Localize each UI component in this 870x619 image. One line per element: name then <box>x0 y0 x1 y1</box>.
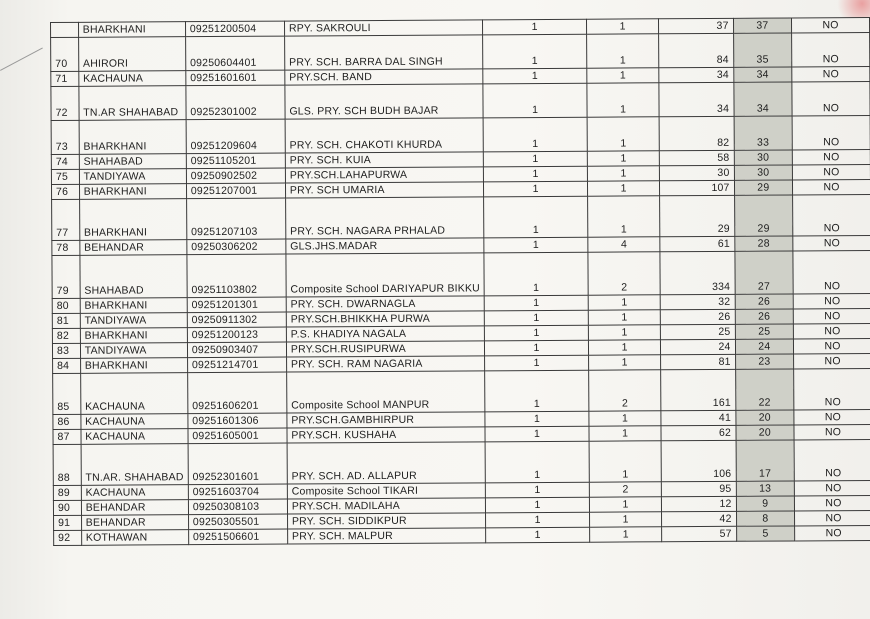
count-a-cell: 1 <box>484 237 588 253</box>
ratio-cell: 8 <box>736 511 795 526</box>
school-name-cell: PRY. SCH UMARIA <box>285 182 484 198</box>
serial-number-cell: 84 <box>53 358 81 373</box>
udise-code-cell: 09251601306 <box>188 413 287 429</box>
school-name-cell: PRY.SCH.BHIKKHA PURWA <box>286 311 485 327</box>
serial-number-cell: 72 <box>51 86 79 120</box>
udise-code-cell: 09250902502 <box>186 168 285 184</box>
enrollment-cell: 81 <box>661 354 735 369</box>
count-a-cell: 1 <box>485 355 589 371</box>
count-b-cell: 1 <box>586 34 659 68</box>
status-cell: NO <box>792 164 870 179</box>
table-row <box>53 439 870 485</box>
udise-code-cell: 09251606201 <box>187 372 286 414</box>
school-name-cell: Composite School MANPUR <box>287 371 486 413</box>
udise-code-cell: 09252301002 <box>186 85 285 120</box>
block-cell: BEHANDAR <box>80 240 187 256</box>
school-name-cell: Composite School TIKARI <box>287 483 486 499</box>
block-cell: KACHAUNA <box>80 373 187 415</box>
school-name-cell: PRY.SCH.RUSIPURWA <box>286 341 485 357</box>
enrollment-cell: 107 <box>660 180 734 195</box>
udise-code-cell: 09251201301 <box>187 297 286 313</box>
enrollment-cell: 42 <box>662 511 736 526</box>
ratio-cell: 5 <box>736 526 795 541</box>
status-cell: NO <box>793 323 870 338</box>
count-b-cell: 1 <box>589 512 662 527</box>
serial-number-cell: 90 <box>53 500 81 515</box>
school-name-cell: PRY. SCH. NAGARA PRHALAD <box>285 197 484 239</box>
udise-code-cell: 09251214701 <box>187 357 286 373</box>
status-cell: NO <box>792 17 870 32</box>
block-cell: BHARKHANI <box>80 358 187 374</box>
ratio-cell: 37 <box>733 18 792 33</box>
table-row <box>53 368 870 414</box>
count-a-cell: 1 <box>484 252 588 296</box>
count-a-cell: 1 <box>486 482 590 498</box>
status-cell: NO <box>794 439 870 480</box>
count-b-cell: 1 <box>588 295 661 310</box>
count-b-cell: 1 <box>587 181 660 196</box>
udise-code-cell: 09251103802 <box>187 254 286 298</box>
udise-code-cell: 09250911302 <box>187 312 286 328</box>
ratio-cell: 13 <box>736 481 795 496</box>
count-a-cell: 1 <box>485 426 589 442</box>
enrollment-cell: 12 <box>662 496 736 511</box>
udise-code-cell: 09251506601 <box>188 529 287 545</box>
school-name-cell: PRY.SCH. MADILAHA <box>287 498 486 514</box>
block-cell: KOTHAWAN <box>81 530 188 546</box>
serial-number-cell: 79 <box>52 255 80 298</box>
count-b-cell: 1 <box>589 497 662 512</box>
school-name-cell: PRY. SCH. BARRA DAL SINGH <box>284 35 483 70</box>
paper-stain <box>830 0 870 18</box>
count-b-cell: 1 <box>587 151 660 166</box>
status-cell: NO <box>792 149 870 164</box>
table-row <box>51 81 870 120</box>
serial-number-cell: 78 <box>52 240 80 255</box>
status-cell: NO <box>795 510 870 525</box>
status-cell: NO <box>793 293 870 308</box>
udise-code-cell: 09250903407 <box>187 342 286 358</box>
enrollment-cell: 24 <box>661 339 735 354</box>
block-cell: TANDIYAWA <box>80 313 187 329</box>
udise-code-cell: 09250306202 <box>187 239 286 255</box>
serial-number-cell: 85 <box>53 373 81 414</box>
status-cell: NO <box>794 368 870 409</box>
serial-number-cell: 81 <box>52 313 80 328</box>
enrollment-cell: 95 <box>662 481 736 496</box>
serial-number-cell <box>51 22 79 37</box>
udise-code-cell: 09250308103 <box>188 499 287 515</box>
count-a-cell: 1 <box>484 151 588 167</box>
block-cell: KACHAUNA <box>79 71 186 87</box>
block-cell: AHIRORI <box>78 37 185 72</box>
status-cell: NO <box>795 525 870 540</box>
enrollment-cell: 26 <box>661 309 735 324</box>
enrollment-cell: 34 <box>659 82 733 116</box>
status-cell: NO <box>793 179 870 194</box>
enrollment-cell: 58 <box>660 150 734 165</box>
enrollment-cell: 161 <box>661 369 735 410</box>
udise-code-cell: 09250604401 <box>185 36 284 71</box>
count-a-cell: 1 <box>485 411 589 427</box>
count-b-cell: 1 <box>588 340 661 355</box>
count-b-cell: 1 <box>588 310 661 325</box>
udise-code-cell: 09252301601 <box>188 443 287 485</box>
count-b-cell: 2 <box>589 482 662 497</box>
ratio-cell: 23 <box>735 354 794 369</box>
count-b-cell: 1 <box>589 441 662 482</box>
school-name-cell: GLS.JHS.MADAR <box>286 238 485 254</box>
ratio-cell: 30 <box>734 165 793 180</box>
count-a-cell: 1 <box>483 117 587 152</box>
status-cell: NO <box>794 409 870 424</box>
ratio-cell: 28 <box>734 236 793 251</box>
school-name-cell: GLS. PRY. SCH BUDH BAJAR <box>285 84 484 119</box>
status-cell: NO <box>794 480 870 495</box>
school-name-cell: Composite School DARIYAPUR BIKKU <box>286 253 485 297</box>
count-b-cell: 1 <box>589 426 662 441</box>
school-name-cell: PRY.SCH.GAMBHIRPUR <box>287 412 486 428</box>
count-b-cell: 2 <box>588 252 661 295</box>
school-name-cell: P.S. KHADIYA NAGALA <box>286 326 485 342</box>
count-a-cell: 1 <box>484 295 588 311</box>
ratio-cell: 26 <box>735 309 794 324</box>
school-name-cell: PRY. SCH. MALPUR <box>287 528 486 544</box>
block-cell: BHARKHANI <box>79 199 186 241</box>
enrollment-cell: 29 <box>660 195 734 236</box>
udise-code-cell: 09251601601 <box>186 70 285 86</box>
serial-number-cell: 75 <box>51 169 79 184</box>
ratio-cell: 30 <box>734 150 793 165</box>
count-b-cell: 1 <box>588 325 661 340</box>
enrollment-cell: 62 <box>661 425 735 440</box>
count-a-cell: 1 <box>486 497 590 513</box>
table-body <box>51 17 870 545</box>
serial-number-cell: 91 <box>54 515 82 530</box>
school-name-cell: PRY. SCH. AD. ALLAPUR <box>287 442 486 484</box>
block-cell: SHAHABAD <box>80 255 187 299</box>
count-a-cell: 1 <box>484 196 588 238</box>
block-cell: BHARKHANI <box>78 22 185 38</box>
ratio-cell: 20 <box>736 425 795 440</box>
count-a-cell: 1 <box>483 68 587 84</box>
udise-code-cell: 09250305501 <box>188 514 287 530</box>
count-b-cell: 2 <box>588 370 661 411</box>
block-cell: TANDIYAWA <box>79 169 186 185</box>
status-cell: NO <box>794 424 870 439</box>
enrollment-cell: 34 <box>659 67 733 82</box>
count-b-cell: 1 <box>587 68 660 83</box>
count-a-cell: 1 <box>483 34 587 69</box>
count-a-cell: 1 <box>485 441 589 483</box>
count-a-cell: 1 <box>485 370 589 412</box>
block-cell: KACHAUNA <box>81 485 188 501</box>
enrollment-cell: 61 <box>660 236 734 251</box>
enrollment-cell: 32 <box>661 294 735 309</box>
ratio-cell: 17 <box>736 440 795 481</box>
enrollment-cell: 106 <box>662 440 736 481</box>
count-a-cell: 1 <box>486 527 590 543</box>
school-name-cell: PRY.SCH.LAHAPURWA <box>285 167 484 183</box>
serial-number-cell: 82 <box>52 328 80 343</box>
ratio-cell: 29 <box>734 195 793 236</box>
ratio-cell: 26 <box>735 294 794 309</box>
count-a-cell: 1 <box>484 166 588 182</box>
status-cell: NO <box>793 308 870 323</box>
table-row <box>52 194 870 240</box>
enrollment-cell: 25 <box>661 324 735 339</box>
table-row <box>52 250 870 298</box>
count-b-cell: 1 <box>587 196 660 237</box>
udise-code-cell: 09251207103 <box>186 198 285 240</box>
count-b-cell: 1 <box>588 355 661 370</box>
block-cell: BHARKHANI <box>80 298 187 314</box>
ratio-cell: 27 <box>734 251 793 294</box>
enrollment-cell: 334 <box>660 251 734 294</box>
ratio-cell: 34 <box>733 82 792 116</box>
enrollment-cell: 84 <box>659 33 733 67</box>
serial-number-cell: 73 <box>51 120 79 154</box>
count-a-cell: 1 <box>485 325 589 341</box>
page-fold-line <box>0 47 44 72</box>
school-name-cell: PRY. SCH. RAM NAGARIA <box>286 356 485 372</box>
school-list-table <box>50 17 870 546</box>
enrollment-cell: 30 <box>660 165 734 180</box>
count-b-cell: 1 <box>587 83 660 117</box>
count-a-cell: 1 <box>485 340 589 356</box>
count-a-cell: 1 <box>483 19 587 35</box>
count-a-cell: 1 <box>484 181 588 197</box>
status-cell: NO <box>793 235 870 250</box>
ratio-cell: 34 <box>733 67 792 82</box>
block-cell: TANDIYAWA <box>80 343 187 359</box>
block-cell: KACHAUNA <box>81 429 188 445</box>
enrollment-cell: 82 <box>660 116 734 150</box>
status-cell: NO <box>794 495 870 510</box>
count-b-cell: 1 <box>587 117 660 151</box>
serial-number-cell: 89 <box>53 485 81 500</box>
count-b-cell: 1 <box>586 19 659 34</box>
status-cell: NO <box>793 194 870 235</box>
udise-code-cell: 09251207001 <box>186 183 285 199</box>
status-cell: NO <box>792 32 870 66</box>
block-cell: KACHAUNA <box>81 414 188 430</box>
block-cell: TN.AR SHAHABAD <box>79 86 186 121</box>
count-b-cell: 1 <box>587 166 660 181</box>
enrollment-cell: 41 <box>661 410 735 425</box>
school-name-cell: PRY. SCH. SIDDIKPUR <box>287 513 486 529</box>
table-row <box>51 32 870 71</box>
ratio-cell: 24 <box>735 339 794 354</box>
udise-code-cell: 09251605001 <box>188 428 287 444</box>
ratio-cell: 25 <box>735 324 794 339</box>
school-name-cell: PRY.SCH. BAND <box>285 69 484 85</box>
ratio-cell: 20 <box>735 410 794 425</box>
school-name-cell: PRY.SCH. KUSHAHA <box>287 427 486 443</box>
status-cell: NO <box>793 250 870 293</box>
serial-number-cell: 86 <box>53 414 81 429</box>
table-row <box>51 115 870 154</box>
ratio-cell: 9 <box>736 496 795 511</box>
serial-number-cell: 92 <box>54 530 82 545</box>
count-b-cell: 1 <box>589 527 662 542</box>
udise-code-cell: 09251105201 <box>186 153 285 169</box>
block-cell: BEHANDAR <box>81 515 188 531</box>
enrollment-cell: 57 <box>662 526 736 541</box>
serial-number-cell: 87 <box>53 429 81 444</box>
ratio-cell: 22 <box>735 369 794 410</box>
ratio-cell: 29 <box>734 180 793 195</box>
status-cell: NO <box>792 115 870 149</box>
ratio-cell: 35 <box>733 33 792 67</box>
count-a-cell: 1 <box>485 310 589 326</box>
school-name-cell: PRY. SCH. CHAKOTI KHURDA <box>285 118 484 153</box>
count-a-cell: 1 <box>483 83 587 118</box>
udise-code-cell: 09251209604 <box>186 119 285 154</box>
udise-code-cell: 09251200123 <box>187 327 286 343</box>
serial-number-cell: 88 <box>53 444 81 485</box>
serial-number-cell: 74 <box>51 154 79 169</box>
serial-number-cell: 80 <box>52 298 80 313</box>
serial-number-cell: 83 <box>52 343 80 358</box>
count-b-cell: 1 <box>589 411 662 426</box>
school-name-cell: PRY. SCH. DWARNAGLA <box>286 296 485 312</box>
status-cell: NO <box>794 338 870 353</box>
serial-number-cell: 77 <box>52 199 80 240</box>
status-cell: NO <box>794 353 870 368</box>
count-a-cell: 1 <box>486 512 590 528</box>
serial-number-cell: 70 <box>51 37 79 71</box>
udise-code-cell: 09251200504 <box>185 21 284 37</box>
serial-number-cell: 71 <box>51 71 79 86</box>
enrollment-cell: 37 <box>659 18 733 33</box>
block-cell: BHARKHANI <box>80 328 187 344</box>
serial-number-cell: 76 <box>51 184 79 199</box>
block-cell: SHAHABAD <box>79 154 186 170</box>
status-cell: NO <box>792 81 870 115</box>
udise-code-cell: 09251603704 <box>188 484 287 500</box>
count-b-cell: 4 <box>588 237 661 252</box>
status-cell: NO <box>792 66 870 81</box>
school-name-cell: RPY. SAKROULI <box>284 20 483 36</box>
block-cell: BHARKHANI <box>79 120 186 155</box>
block-cell: BHARKHANI <box>79 184 186 200</box>
ratio-cell: 33 <box>734 116 793 150</box>
block-cell: BEHANDAR <box>81 500 188 516</box>
school-name-cell: PRY. SCH. KUIA <box>285 152 484 168</box>
block-cell: TN.AR. SHAHABAD <box>81 444 188 486</box>
